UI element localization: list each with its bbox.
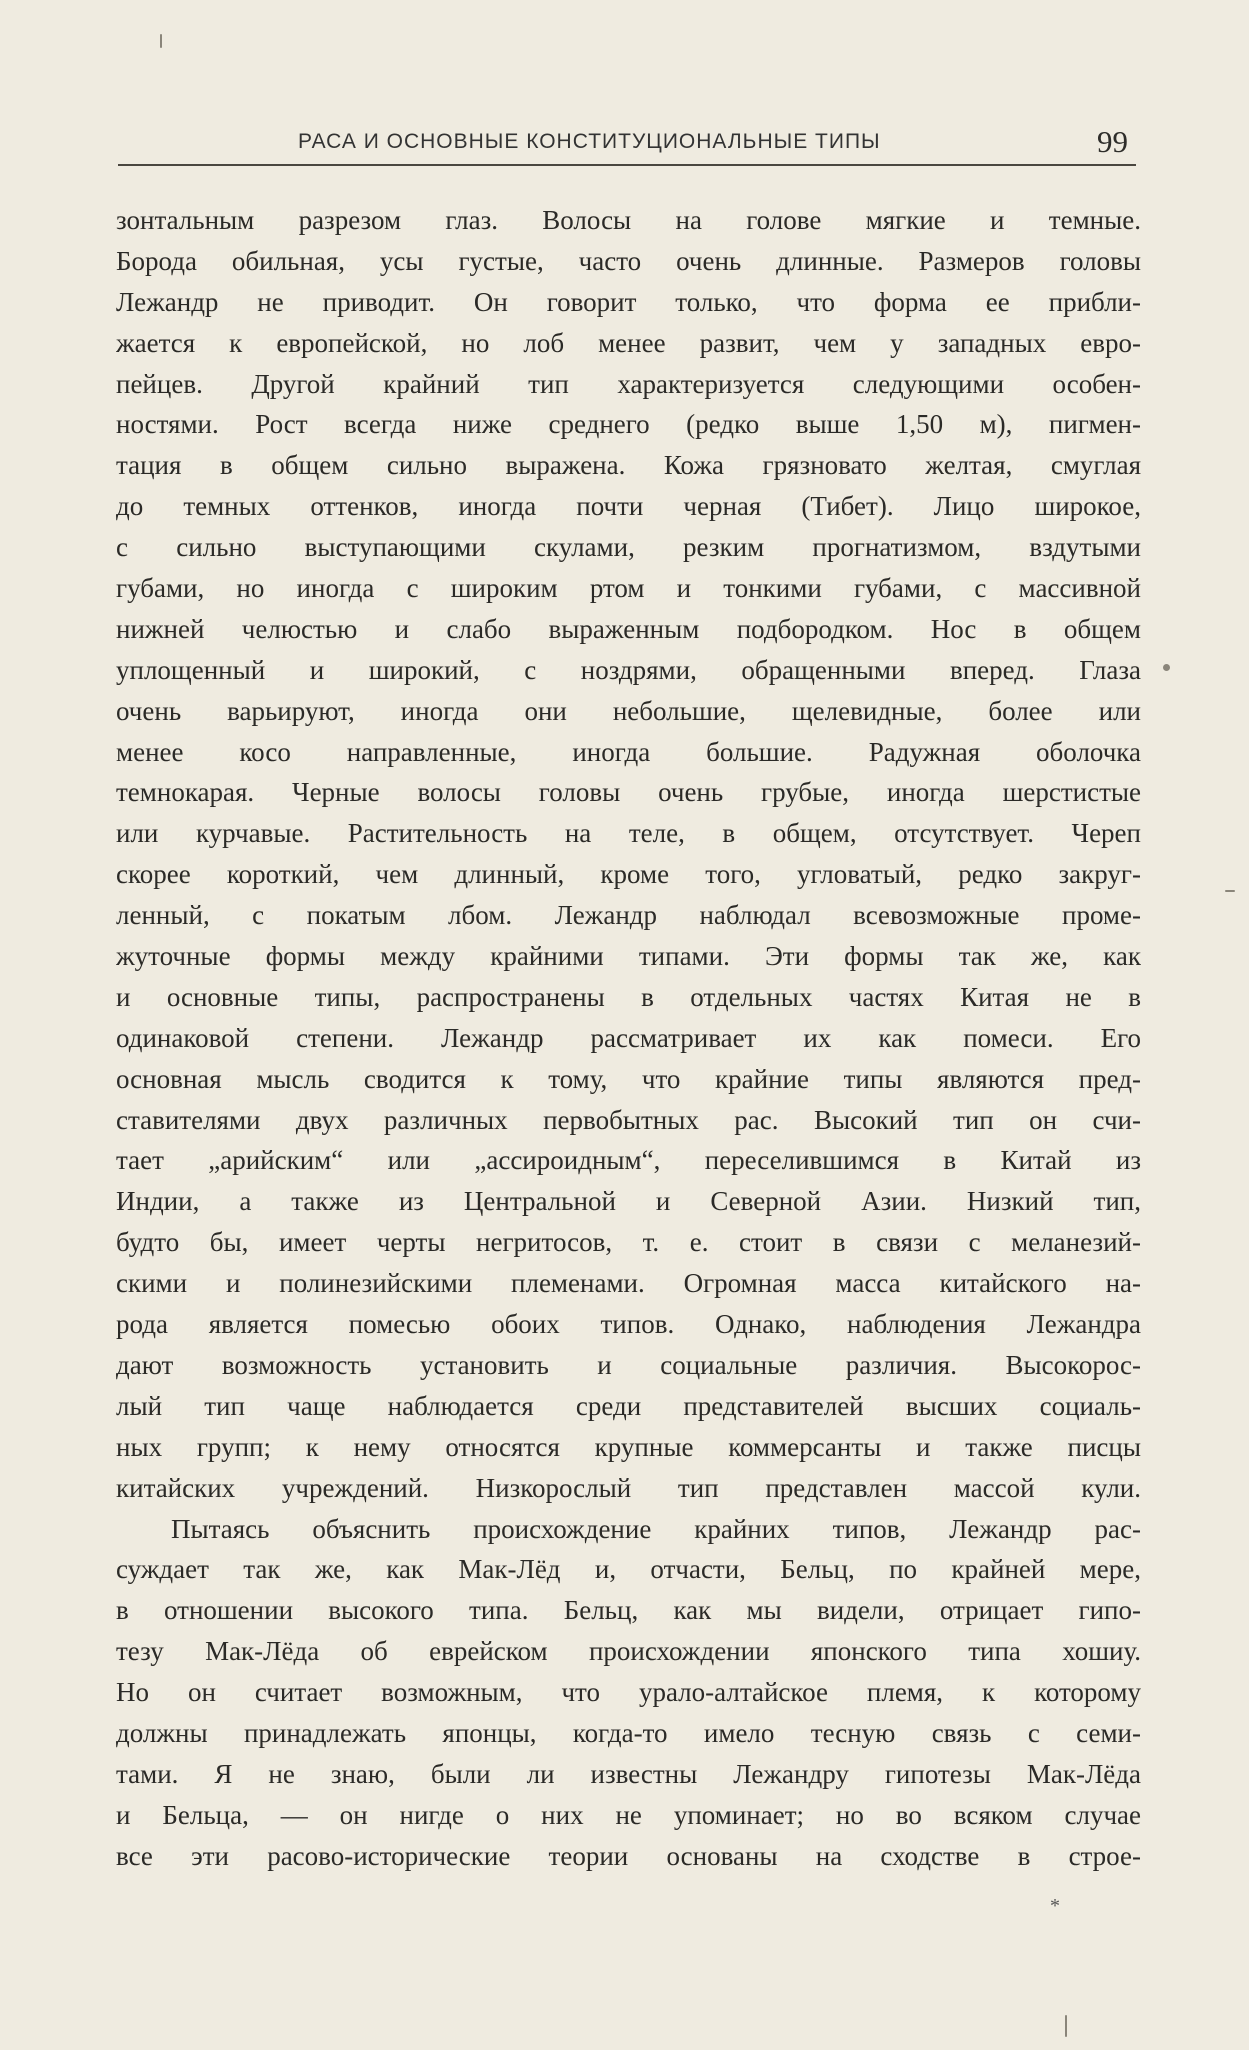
text-line: ленный, с покатым лбом. Лежандр наблюдал всевозможные проме- — [116, 900, 1141, 931]
text-line: все эти расово-исторические теории основаны на сходстве в строе- — [116, 1840, 1141, 1871]
text-line: уплощенный и широкий, с ноздрями, обращенными вперед. Глаза — [116, 654, 1141, 685]
text-line: до темных оттенков, иногда почти черная (Тибет). Лицо широкое, — [116, 491, 1141, 522]
text-line: темнокарая. Черные волосы головы очень грубые, иногда шерстистые — [116, 777, 1141, 808]
scan-speck — [160, 34, 162, 48]
text-line: или курчавые. Растительность на теле, в общем, отсутствует. Череп — [116, 818, 1141, 849]
text-line: пейцев. Другой крайний тип характеризуется следующими особен- — [116, 368, 1141, 399]
text-line: ставителями двух различных первобытных рас. Высокий тип он счи- — [116, 1104, 1141, 1135]
text-line: губами, но иногда с широким ртом и тонкими губами, с массивной — [116, 573, 1141, 604]
page-number: 99 — [1097, 124, 1128, 159]
text-line: суждает так же, как Мак-Лёд и, отчасти, Бельц, по крайней мере, — [116, 1554, 1141, 1585]
text-line: зонтальным разрезом глаз. Волосы на голове мягкие и темные. — [116, 205, 1141, 235]
text-line: тает „арийским“ или „ассироидным“, переселившимся в Китай из — [116, 1145, 1141, 1176]
text-line: тезу Мак-Лёда об еврейском происхождении японского типа хошиу. — [116, 1636, 1141, 1667]
scan-speck — [1065, 2015, 1067, 2037]
text-line: скорее короткий, чем длинный, кроме того, угловатый, редко закруг- — [116, 859, 1141, 890]
paragraph-start-line: Пытаясь объяснить происхождение крайних типов, Лежандр рас- — [171, 1513, 1141, 1544]
text-line: и Бельца, — он нигде о них не упоминает; но во всяком случае — [116, 1799, 1141, 1830]
text-line: тация в общем сильно выражена. Кожа грязновато желтая, смуглая — [116, 450, 1141, 481]
text-line: жается к европейской, но лоб менее развит, чем у западных евро- — [116, 327, 1141, 358]
running-title: РАСА И ОСНОВНЫЕ КОНСТИТУЦИОНАЛЬНЫЕ ТИПЫ — [298, 130, 881, 153]
text-line: Индии, а также из Центральной и Северной Азии. Низкий тип, — [116, 1186, 1141, 1217]
text-line: должны принадлежать японцы, когда-то имело тесную связь с семи- — [116, 1717, 1141, 1748]
text-line: Лежандр не приводит. Он говорит только, что форма ее прибли- — [116, 286, 1141, 317]
text-line: ных групп; к нему относятся крупные коммерсанты и также писцы — [116, 1431, 1141, 1462]
text-line: Борода обильная, усы густые, часто очень длинные. Размеров головы — [116, 245, 1141, 276]
text-line: одинаковой степени. Лежандр рассматривает их как помеси. Его — [116, 1022, 1141, 1053]
text-line: очень варьируют, иногда они небольшие, щелевидные, более или — [116, 695, 1141, 726]
text-line: скими и полинезийскими племенами. Огромная масса китайского на- — [116, 1268, 1141, 1299]
text-line: жуточные формы между крайними типами. Эти формы так же, как — [116, 941, 1141, 972]
body-text — [116, 200, 1141, 1877]
text-line: Но он считает возможным, что урало-алтайское племя, к которому — [116, 1677, 1141, 1708]
text-line: будто бы, имеет черты негритосов, т. е. стоит в связи с меланезий- — [116, 1227, 1141, 1258]
text-line: основная мысль сводится к тому, что крайние типы являются пред- — [116, 1063, 1141, 1094]
text-line: дают возможность установить и социальные различия. Высокорос- — [116, 1349, 1141, 1380]
footer-asterisk: * — [1050, 1895, 1060, 1917]
text-line: менее косо направленные, иногда большие. Радужная оболочка — [116, 736, 1141, 767]
text-line: рода является помесью обоих типов. Однако, наблюдения Лежандра — [116, 1309, 1141, 1340]
text-line: ностями. Рост всегда ниже среднего (редко выше 1,50 м), пигмен- — [116, 409, 1141, 440]
text-line: тами. Я не знаю, были ли известны Лежандру гипотезы Мак-Лёда — [116, 1758, 1141, 1789]
scan-speck — [1163, 664, 1170, 671]
running-header — [118, 124, 1136, 166]
paragraph-end-line: китайских учреждений. Низкорослый тип представлен массой кули. — [116, 1472, 1141, 1503]
text-line: нижней челюстью и слабо выраженным подбородком. Нос в общем — [116, 613, 1141, 644]
scan-speck — [1225, 890, 1235, 892]
text-line: и основные типы, распространены в отдельных частях Китая не в — [116, 981, 1141, 1012]
text-line: с сильно выступающими скулами, резким прогнатизмом, вздутыми — [116, 532, 1141, 563]
text-line: лый тип чаще наблюдается среди представителей высших социаль- — [116, 1390, 1141, 1421]
text-line: в отношении высокого типа. Бельц, как мы видели, отрицает гипо- — [116, 1595, 1141, 1626]
